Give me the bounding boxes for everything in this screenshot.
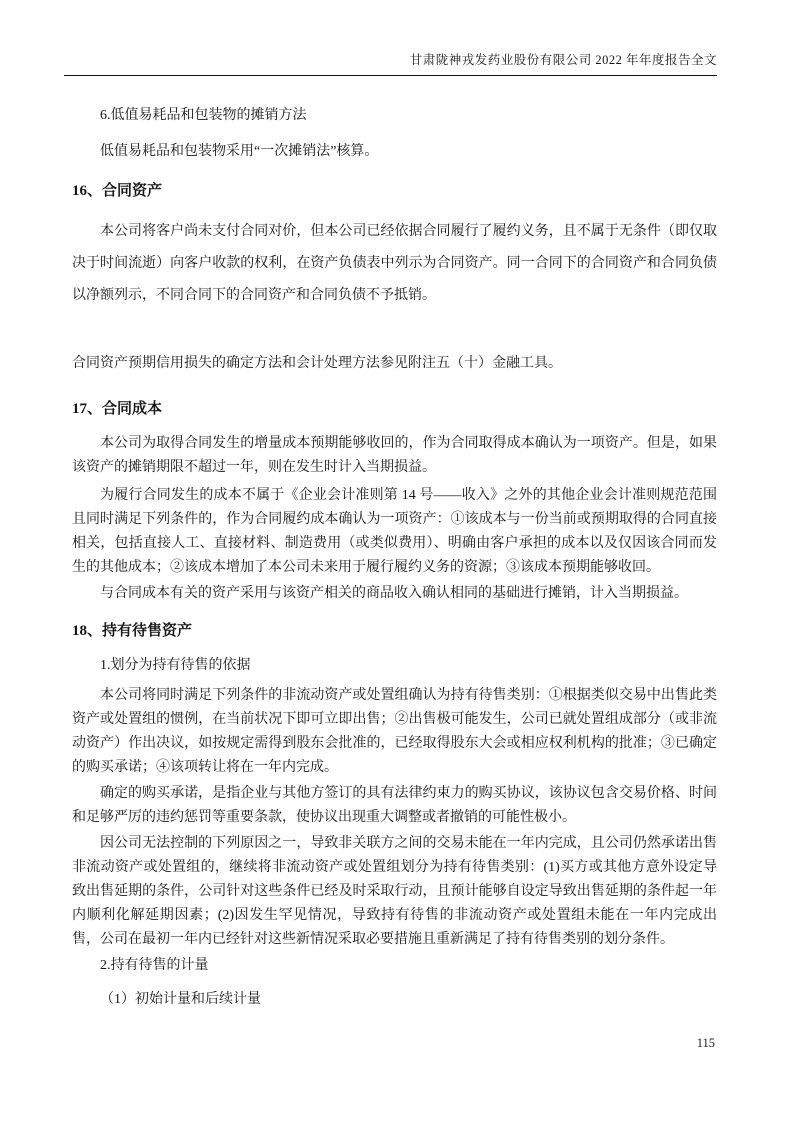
section-heading-18-held-for-sale: 18、持有待售资产 — [72, 623, 193, 639]
paragraph-amortization-method: 低值易耗品和包装物采用“一次摊销法”核算。 — [100, 144, 379, 159]
paragraph-contract-fulfilment-cost: 为履行合同发生的成本不属于《企业会计准则第 14 号——收入》之外的其他企业会计准则规范范围且同时满足下列条件的，作为合同履约成本确认为一项资产：①该成本与一份当前或预期取得的合同直接相关，包括直接人工、直接材料、制造费用（或类似费用）、明确由客户承担的成本以及仅因该合同而发生的其他成本；②该成本增加了本公司未来用于履行履约义务的资源；③该成本预期能够收回。 — [72, 488, 717, 575]
document-body — [72, 100, 717, 1012]
paragraph-initial-subsequent-measurement: （1）初始计量和后续计量 — [100, 992, 261, 1007]
paragraph-contract-assets-definition: 本公司将客户尚未支付合同对价，但本公司已经依据合同履行了履约义务，且不属于无条件（即仅取决于时间流逝）向客户收款的权利，在资产负债表中列示为合同资产。同一合同下的合同资产和合同负债以净额列示，不同合同下的合同资产和合同负债不予抵销。 — [72, 224, 717, 303]
paragraph-hfs-classification-criteria: 本公司将同时满足下列条件的非流动资产或处置组确认为持有待售类别：①根据类似交易中出售此类资产或处置组的惯例，在当前状况下即可立即出售；②出售极可能发生，公司已就处置组成部分（或非流动资产）作出决议，如按规定需得到股东会批准的，已经取得股东大会或相应权利机构的批准；③已确定的购买承诺；④该项转让将在一年内完成。 — [72, 688, 717, 775]
paragraph-contract-assets-ecl: 合同资产预期信用损失的确定方法和会计处理方法参见附注五（十）金融工具。 — [72, 356, 562, 371]
paragraph-firm-purchase-commitment: 确定的购买承诺，是指企业与其他方签订的具有法律约束力的购买协议，该协议包含交易价格、时间和足够严厉的违约惩罚等重要条款，使协议出现重大调整或者撤销的可能性极小。 — [72, 786, 717, 825]
paragraph-contract-acquisition-cost: 本公司为取得合同发生的增量成本预期能够收回的，作为合同取得成本确认为一项资产。但是，如果该资产的摊销期限不超过一年，则在发生时计入当期损益。 — [72, 436, 717, 475]
page-footer — [697, 1036, 715, 1051]
section-heading-16-contract-assets: 16、合同资产 — [72, 183, 163, 199]
page-number: 115 — [696, 1036, 715, 1050]
paragraph-contract-cost-amortization: 与合同成本有关的资产采用与该资产相关的商品收入确认相同的基础进行摊销，计入当期损益。 — [100, 586, 688, 601]
paragraph-amortization-method-title: 6.低值易耗品和包装物的摊销方法 — [100, 108, 307, 123]
page-header — [64, 50, 717, 76]
paragraph-hfs-measurement-title: 2.持有待售的计量 — [100, 958, 209, 973]
report-header-title: 甘肃陇神戎发药业股份有限公司 2022 年年度报告全文 — [409, 53, 717, 67]
section-heading-17-contract-costs: 17、合同成本 — [72, 401, 163, 417]
paragraph-hfs-extension-conditions: 因公司无法控制的下列原因之一，导致非关联方之间的交易未能在一年内完成，且公司仍然承诺出售非流动资产或处置组的，继续将非流动资产或处置组划分为持有待售类别：(1)买方或其他方意外设定导致出售延期的条件，公司针对这些条件已经及时采取行动，且预计能够自设定导致出售延期的条件起一年内顺利化解延期因素；(2)因发生罕见情况，导致持有待售的非流动资产或处置组未能在一年内完成出售，公司在最初一年内已经针对这些新情况采取必要措施且重新满足了持有待售类别的划分条件。 — [72, 836, 717, 947]
paragraph-hfs-classification-title: 1.划分为持有待售的依据 — [100, 658, 251, 673]
